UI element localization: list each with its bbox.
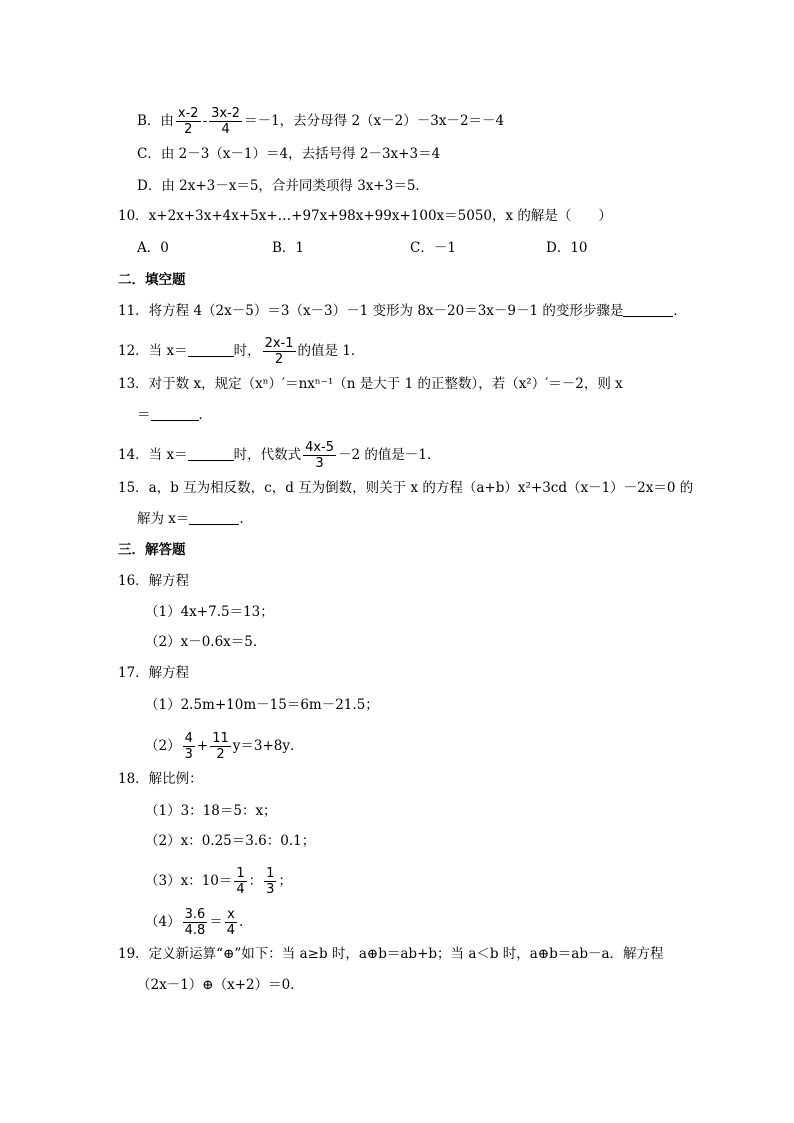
q13-line2: ＝ ． [137,407,212,423]
q13-line1: 13．对于数 x，规定（xⁿ）′＝nxⁿ⁻¹（n 是大于 1 的正整数），若（x²）′＝－2，则 x [118,376,623,392]
fraction: $\frac{3.6}{4.8}$ [184,907,206,938]
q18-part2: （2）x：0.25＝3.6：0.1； [145,833,316,849]
q19-line1: 19．定义新运算“⊕”如下：当 a≥b 时，a⊕b＝ab+b；当 a＜b 时，a⊕b＝ab－a．解方程 [118,946,664,962]
q19-line2: （2x－1）⊕（x+2）＝0． [137,977,304,993]
q16-part2: （2）x－0.6x＝5． [145,634,267,650]
q15-line1: 15．a，b 互为相反数，c，d 互为倒数，则关于 x 的方程（a+b）x²+3cd（x－1）－2x＝0 的 [118,480,694,496]
q18-part1: （1）3：18＝5：x； [145,803,277,819]
fraction: $\frac{1}{3}$ [266,866,275,897]
section-heading-solve: 三．解答题 [118,542,186,558]
q17-part1: （1）2.5m+10m－15＝6m－21.5； [145,697,379,713]
q9-option-d: D．由 2x+3－x＝5，合并同类项得 3x+3＝5． [137,178,429,194]
q10-stem: 10．x+2x+3x+4x+5x+…+97x+98x+99x+100x＝5050，x 的解是（ ） [118,208,612,224]
q17-part2: （2） $\frac{4}{3}$ + $\frac{11}{2}$ y＝3+8y． [145,731,304,762]
fraction: $\frac{3x-2}{4}$ [211,106,241,137]
q18-stem: 18．解比例： [118,771,203,787]
q17-stem: 17．解方程 [118,665,190,681]
fraction: $\frac{x}{4}$ [226,907,236,938]
q10-option-d: D．10 [546,240,588,256]
q9-option-b: B．由 $\frac{x-2}{2}$ - $\frac{3x-2}{4}$ ＝－1，去分母得 2（x－2）－3x－2＝－4 [137,106,505,137]
q12: 12．当 x＝ 时， $\frac{2x-1}{2}$ 的值是 1． [118,336,365,367]
fraction: $\frac{x-2}{2}$ [177,106,199,137]
q15-line2: 解为 x＝ ． [137,511,253,527]
answer-blank[interactable] [188,446,234,461]
q9-option-c: C．由 2－3（x－1）＝4，去括号得 2－3x+3＝4 [137,146,441,162]
fraction: $\frac{4}{3}$ [184,731,193,762]
q18-part4: （4） $\frac{3.6}{4.8}$ ＝ $\frac{x}{4}$ ． [145,907,253,938]
fraction: $\frac{2x-1}{2}$ [264,336,294,367]
q14: 14．当 x＝ 时，代数式 $\frac{4x-5}{3}$ －2 的值是－1． [118,440,441,471]
q16-part1: （1）4x+7.5＝13； [145,604,274,620]
section-heading-fill-in: 二．填空题 [118,272,186,288]
fraction: $\frac{1}{4}$ [236,866,245,897]
q11: 11．将方程 4（2x－5）＝3（x－3）－1 变形为 8x－20＝3x－9－1 的变形步骤是 ． [118,303,687,319]
answer-blank[interactable] [189,510,239,525]
fraction: $\frac{4x-5}{3}$ [305,440,335,471]
q18-part3: （3）x：10＝ $\frac{1}{4}$ ： $\frac{1}{3}$ ； [145,866,292,897]
fraction: $\frac{11}{2}$ [212,731,229,762]
answer-blank[interactable] [623,302,673,317]
q10-option-b: B．1 [272,240,305,256]
q10-option-a: A．0 [137,240,169,256]
q10-option-c: C．－1 [410,240,456,256]
q16-stem: 16．解方程 [118,573,190,589]
answer-blank[interactable] [151,406,199,421]
answer-blank[interactable] [188,342,234,357]
